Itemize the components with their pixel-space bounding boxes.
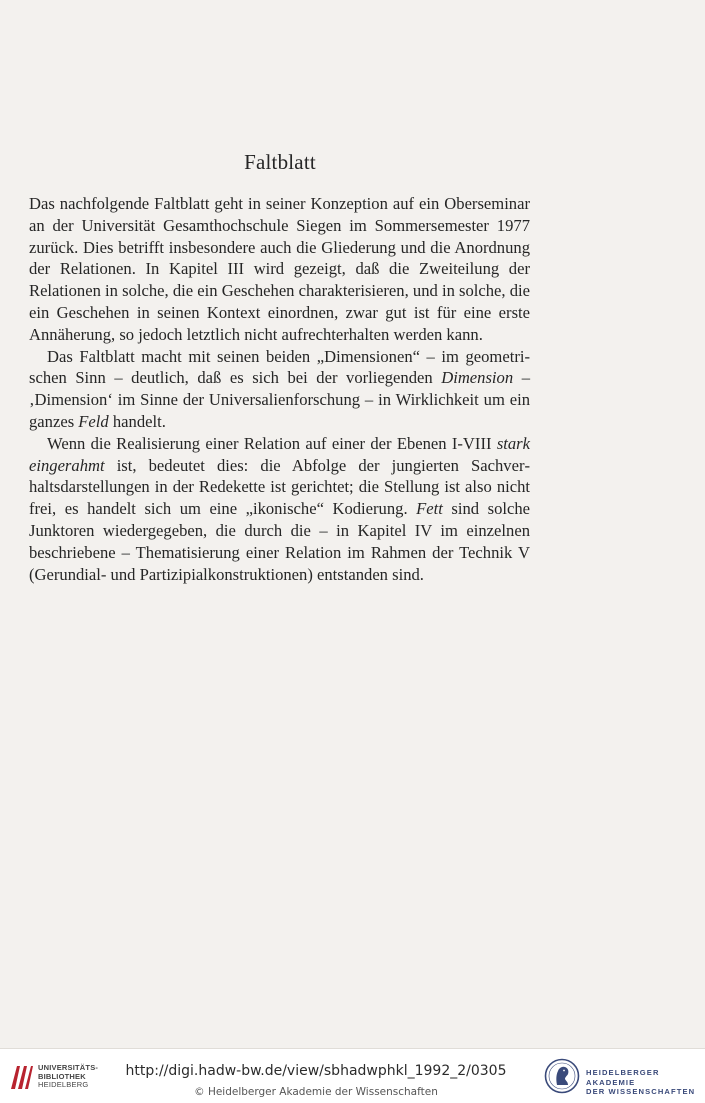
academy-name-line2: DER WISSENSCHAFTEN bbox=[586, 1087, 696, 1096]
text-run: handelt. bbox=[108, 411, 166, 431]
italic-run: stark eingerahmt bbox=[29, 433, 530, 475]
copyright-notice: © Heidelberger Akademie der Wissenschaften bbox=[194, 1086, 438, 1098]
page-title: Faltblatt bbox=[244, 150, 316, 174]
italic-run: Feld bbox=[78, 411, 109, 431]
academy-name bbox=[586, 1068, 705, 1097]
text-run: ist, bedeutet dies: die Abfolge der jungierten Sachverhaltsdarstellungen in der Redekette ist gerichtet; die Stellung ist also nicht frei, es handelt sich um eine „ikonische“ Kodierung. bbox=[29, 455, 530, 519]
text-run: Das Faltblatt macht mit seinen beiden „Dimensionen“ – im geometrischen Sinn – deutlich, daß es sich bei der vorliegenden bbox=[29, 346, 530, 388]
text-run: – ‚Dimension‘ im Sinne der Universalienforschung – in Wirklichkeit um ein ganzes bbox=[29, 368, 530, 431]
permalink-url[interactable]: http://digi.hadw-bw.de/view/sbhadwphkl_1992_2/0305 bbox=[125, 1063, 507, 1079]
text-run: Das nachfolgende Faltblatt geht in seiner Konzeption auf ein Oberseminar an der Universität Gesamthochschule Siegen im Sommersemester 1977 zurück. Dies betrifft insbesondere auch die Gliederung und die Anordnung der Relationen. In Kapitel III wird gezeigt, daß die Zweiteilung der Relationen in solche, die ein Geschehen charakterisieren, und in solche, die ein Geschehen in seinen Kontext einordnen, zwar gut ist für eine erste Annäherung, so jedoch letztlich nicht aufrechterhalten werden kann. bbox=[29, 194, 530, 344]
body-text bbox=[29, 193, 530, 585]
text-run: Wenn die Realisierung einer Relation auf einer der Ebenen I-VIII bbox=[47, 433, 497, 453]
academy-name-line1: HEIDELBERGER AKADEMIE bbox=[586, 1068, 660, 1087]
paragraph-1 bbox=[29, 193, 530, 346]
academy-seal-icon bbox=[544, 1058, 580, 1094]
text-run: sind solche Junktoren wiedergegeben, die durch die – in Kapitel IV im einzelnen beschriebene – Thematisierung einer Relation im Rahmen der Technik V (Gerundial- und Partizipialkonstruktionen) entstanden sind. bbox=[29, 499, 530, 584]
library-name-line2: BIBLIOTHEK bbox=[38, 1071, 86, 1081]
paragraph-2 bbox=[29, 346, 530, 433]
italic-run: Fett bbox=[416, 499, 443, 519]
italic-run: Dimension bbox=[441, 368, 514, 388]
library-name-line1: UNIVERSITÄTS- bbox=[38, 1063, 99, 1072]
paragraph-3 bbox=[29, 433, 530, 586]
library-city: HEIDELBERG bbox=[38, 1080, 89, 1090]
